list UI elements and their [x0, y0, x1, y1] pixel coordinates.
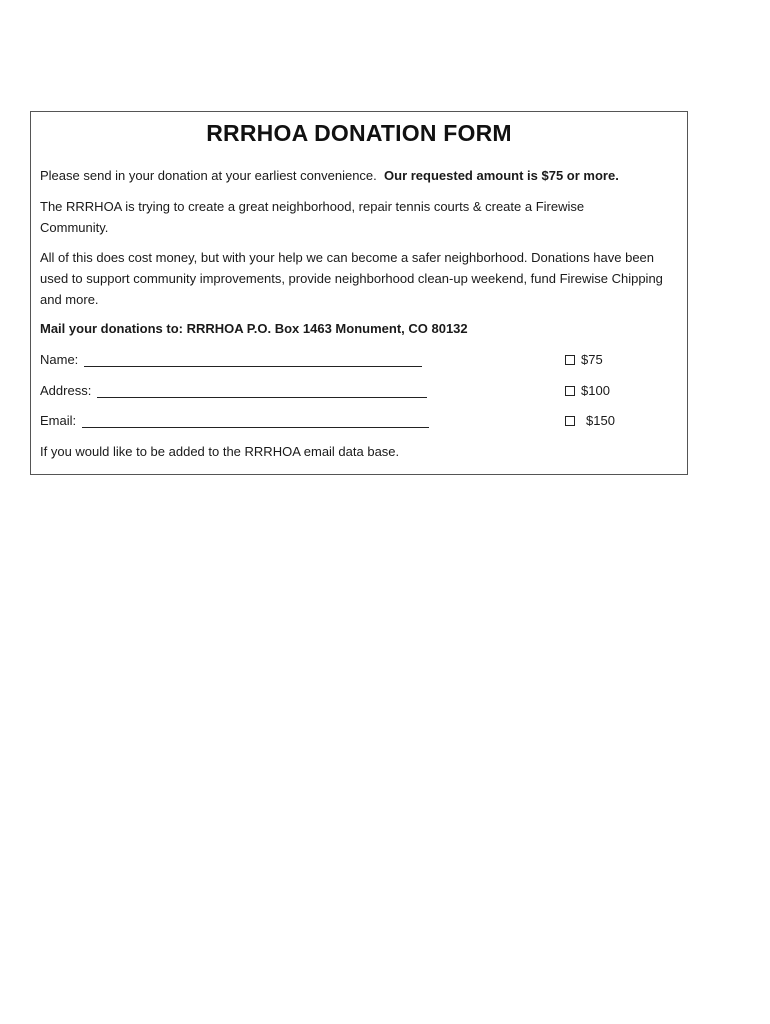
email-input-line[interactable]: [82, 412, 429, 428]
requested-amount-text: Our requested amount is $75 or more.: [384, 168, 619, 183]
amount-label: $100: [581, 383, 610, 398]
name-field[interactable]: [40, 349, 422, 370]
amount-label: $75: [581, 352, 603, 367]
address-input-line[interactable]: [97, 382, 427, 398]
checkbox-icon[interactable]: [565, 386, 575, 396]
address-field[interactable]: [40, 380, 427, 401]
intro-text: Please send in your donation at your earliest convenience.: [40, 168, 377, 183]
name-input-line[interactable]: [84, 351, 422, 367]
email-field[interactable]: [40, 410, 429, 431]
amount-option-100[interactable]: [565, 380, 610, 401]
checkbox-icon[interactable]: [565, 355, 575, 365]
form-title: RRRHOA DONATION FORM: [206, 120, 512, 146]
purpose-paragraph: The RRRHOA is trying to create a great neighborhood, repair tennis courts & create a Firewise Community.: [40, 199, 585, 235]
cost-paragraph: All of this does cost money, but with your help we can become a safer neighborhood. Donations have been used to support community improvements, provide neighborhood clean-up weekend, fund Firewise Chipping and more.: [40, 250, 663, 307]
amount-option-75[interactable]: [565, 349, 603, 370]
donation-form: [30, 111, 688, 475]
mail-address: Mail your donations to: RRRHOA P.O. Box 1463 Monument, CO 80132: [40, 321, 468, 336]
name-label: Name:: [40, 352, 79, 367]
amount-label: $150: [586, 413, 615, 428]
checkbox-icon[interactable]: [565, 416, 575, 426]
email-label: Email:: [40, 413, 77, 428]
intro-paragraph: [40, 165, 680, 186]
amount-option-150[interactable]: [565, 410, 615, 431]
email-database-note: If you would like to be added to the RRRHOA email data base.: [40, 444, 400, 459]
address-label: Address:: [40, 383, 92, 398]
